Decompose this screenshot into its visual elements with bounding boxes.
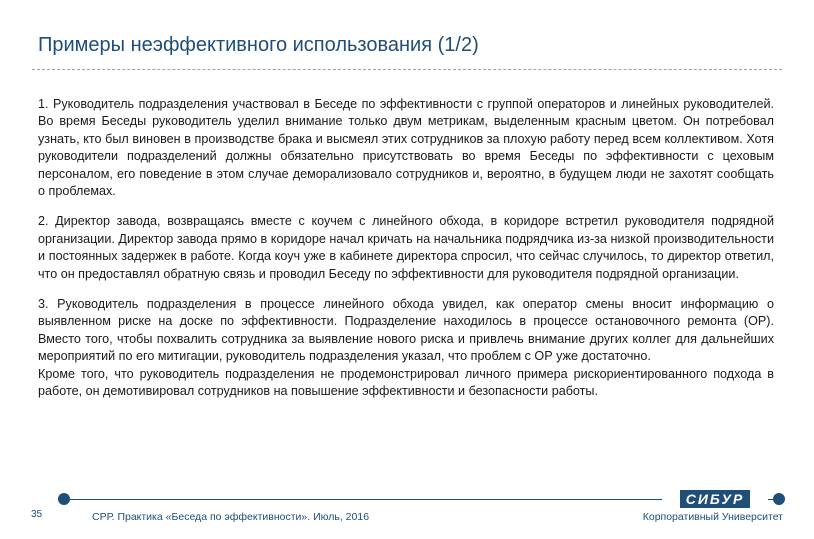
title-divider xyxy=(32,69,782,70)
footer-dot-left xyxy=(58,493,70,505)
slide-title: Примеры неэффективного использования (1/2) xyxy=(38,34,479,56)
paragraph-example-2: 2. Директор завода, возвращаясь вместе с коучем с линейного обхода, в коридоре встретил руководителя подрядной организации. Директор завода прямо в коридоре начал кричать на начальника подрядчика из-за низкой производительности и постоянных задержек в работе. Когда коуч уже в кабинете директора спросил, что сейчас случилось, то директор ответил, что он предоставлял обратную связь и проводил Беседу по эффективности для руководителя подрядной организации. xyxy=(38,214,774,281)
paragraph-example-3-continued: Кроме того, что руководитель подразделения не продемонстрировал личного примера рискориентированного подхода в работе, он демотивировал сотрудников на повышение эффективности и безопасности работы. xyxy=(38,366,774,399)
footer-organization: Корпоративный Университет xyxy=(642,511,783,523)
paragraph-example-3: 3. Руководитель подразделения в процессе линейного обхода увидел, как оператор смены вносит информацию о выявленном риске на доске по эффективности. Подразделение находилось в процессе остановочного ремонта (ОР). Вместо того, чтобы похвалить сотрудника за выявление нового риска и привлечь внимание других коллег для дальнейших мероприятий по его митигации, руководитель подразделения указал, что проблем с ОР уже достаточно. xyxy=(38,297,774,364)
slide-body xyxy=(38,96,774,401)
page-number: 35 xyxy=(31,509,43,520)
footer-dot-right xyxy=(773,493,785,505)
sibur-logo xyxy=(662,490,768,508)
paragraph-example-1: 1. Руководитель подразделения участвовал в Беседе по эффективности с группой операторов и линейных руководителей. Во время Беседы руководитель уделил внимание только двум метрикам, выделенным красным цветом. Он потребовал узнать, кто был виновен в производстве брака и высмеял этих сотрудников за плохую работу перед всем коллективом. Хотя руководители подразделений должны обязательно присутствовать во время Беседы по эффективности с цеховым персоналом, его поведение в этом случае деморализовало сотрудников и, вероятно, в будущем люди не захотят сообщать о проблемах. xyxy=(38,97,774,199)
footer-source: СРР. Практика «Беседа по эффективности». Июль, 2016 xyxy=(92,511,370,523)
logo-text: СИБУР xyxy=(680,490,751,508)
